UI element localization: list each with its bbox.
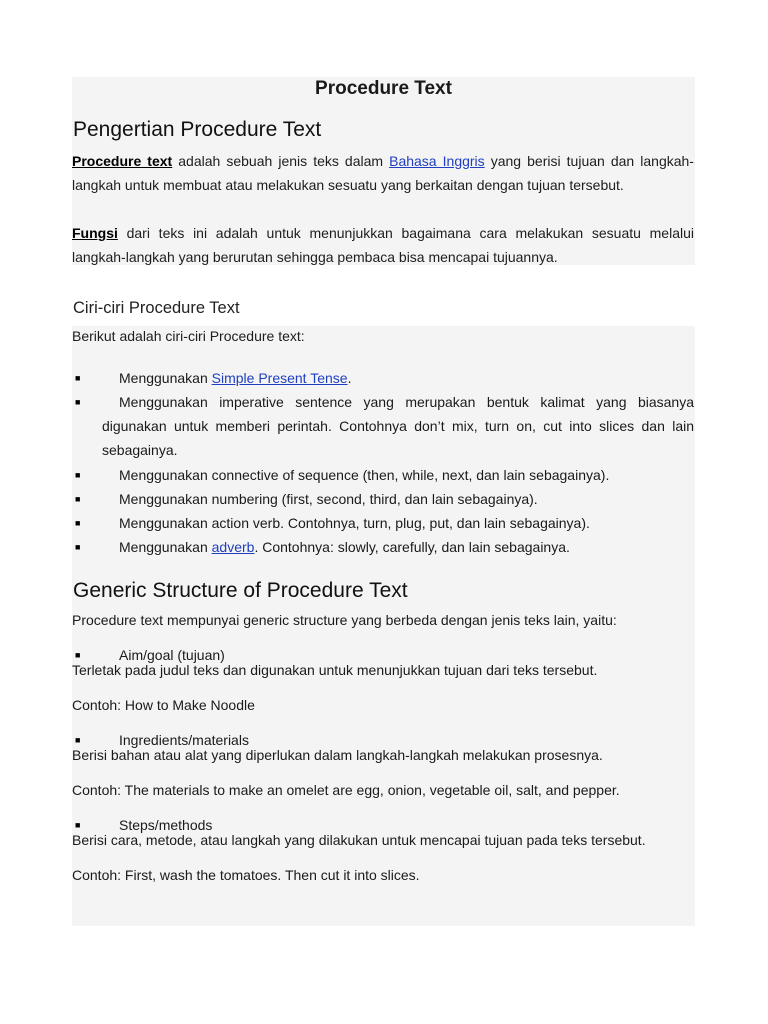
list-item: ■ Menggunakan action verb. Contohnya, turn, plug, put, dan lain sebagainya). — [72, 511, 694, 535]
bullet-icon: ■ — [75, 735, 81, 745]
bullet-icon: ■ — [75, 470, 81, 480]
structure-example-ingredients: Contoh: The materials to make an omelet are egg, onion, vegetable oil, salt, and pepper. — [72, 782, 620, 798]
list-item: ■ Menggunakan adverb. Contohnya: slowly, carefully, dan lain sebagainya. — [72, 535, 694, 559]
paragraph-function: Fungsi dari teks ini adalah untuk menunjukkan bagaimana cara melakukan sesuatu melalui langkah-langkah yang berurutan sehingga pembaca bisa mencapai tujuannya. — [72, 225, 694, 266]
link-bahasa-inggris[interactable]: Bahasa Inggris — [389, 153, 485, 169]
link-simple-present-tense[interactable]: Simple Present Tense — [211, 370, 348, 386]
structure-desc-aim: Terletak pada judul teks dan digunakan untuk menunjukkan tujuan dari teks tersebut. — [72, 662, 598, 678]
list-item: ■ Menggunakan connective of sequence (then, while, next, dan lain sebagainya). — [72, 463, 694, 487]
bullet-icon: ■ — [75, 397, 81, 407]
term-fungsi: Fungsi — [72, 225, 118, 241]
heading-generic-structure: Generic Structure of Procedure Text — [73, 579, 408, 602]
structure-desc-steps: Berisi cara, metode, atau langkah yang dilakukan untuk mencapai tujuan pada teks tersebut. — [72, 832, 646, 848]
structure-example-steps: Contoh: First, wash the tomatoes. Then cut it into slices. — [72, 867, 420, 883]
heading-pengertian: Pengertian Procedure Text — [73, 118, 322, 141]
bullet-icon: ■ — [75, 542, 81, 552]
bullet-icon: ■ — [75, 494, 81, 504]
bullet-icon: ■ — [75, 373, 81, 383]
list-item: ■ Menggunakan numbering (first, second, third, dan lain sebagainya). — [72, 487, 694, 511]
bullet-icon: ■ — [75, 820, 81, 830]
heading-ciri-ciri: Ciri-ciri Procedure Text — [73, 299, 240, 317]
page-title: Procedure Text — [315, 78, 452, 99]
paragraph-definition: Procedure text adalah sebuah jenis teks dalam Bahasa Inggris yang berisi tujuan dan langkah-langkah untuk membuat atau melakukan sesuatu yang berkaitan dengan tujuan tersebut. — [72, 153, 694, 194]
term-procedure-text: Procedure text — [72, 153, 173, 169]
structure-example-aim: Contoh: How to Make Noodle — [72, 697, 255, 713]
structure-label-steps: Steps/methods — [119, 817, 213, 833]
bullet-icon: ■ — [75, 650, 81, 660]
bullet-icon: ■ — [75, 518, 81, 528]
list-item: ■ Menggunakan Simple Present Tense. — [72, 366, 694, 390]
structure-desc-ingredients: Berisi bahan atau alat yang diperlukan dalam langkah-langkah melakukan prosesnya. — [72, 747, 603, 763]
list-item: ■ Menggunakan imperative sentence yang merupakan bentuk kalimat yang biasanya digunakan untuk memberi perintah. Contohnya don’t mix, turn on, cut into slices dan lain sebagainya. — [72, 390, 694, 463]
ciri-intro: Berikut adalah ciri-ciri Procedure text: — [72, 328, 305, 344]
generic-intro: Procedure text mempunyai generic structure yang berbeda dengan jenis teks lain, yaitu: — [72, 612, 617, 628]
link-adverb[interactable]: adverb — [211, 539, 255, 555]
structure-label-ingredients: Ingredients/materials — [119, 732, 249, 748]
structure-label-aim: Aim/goal (tujuan) — [119, 647, 225, 663]
